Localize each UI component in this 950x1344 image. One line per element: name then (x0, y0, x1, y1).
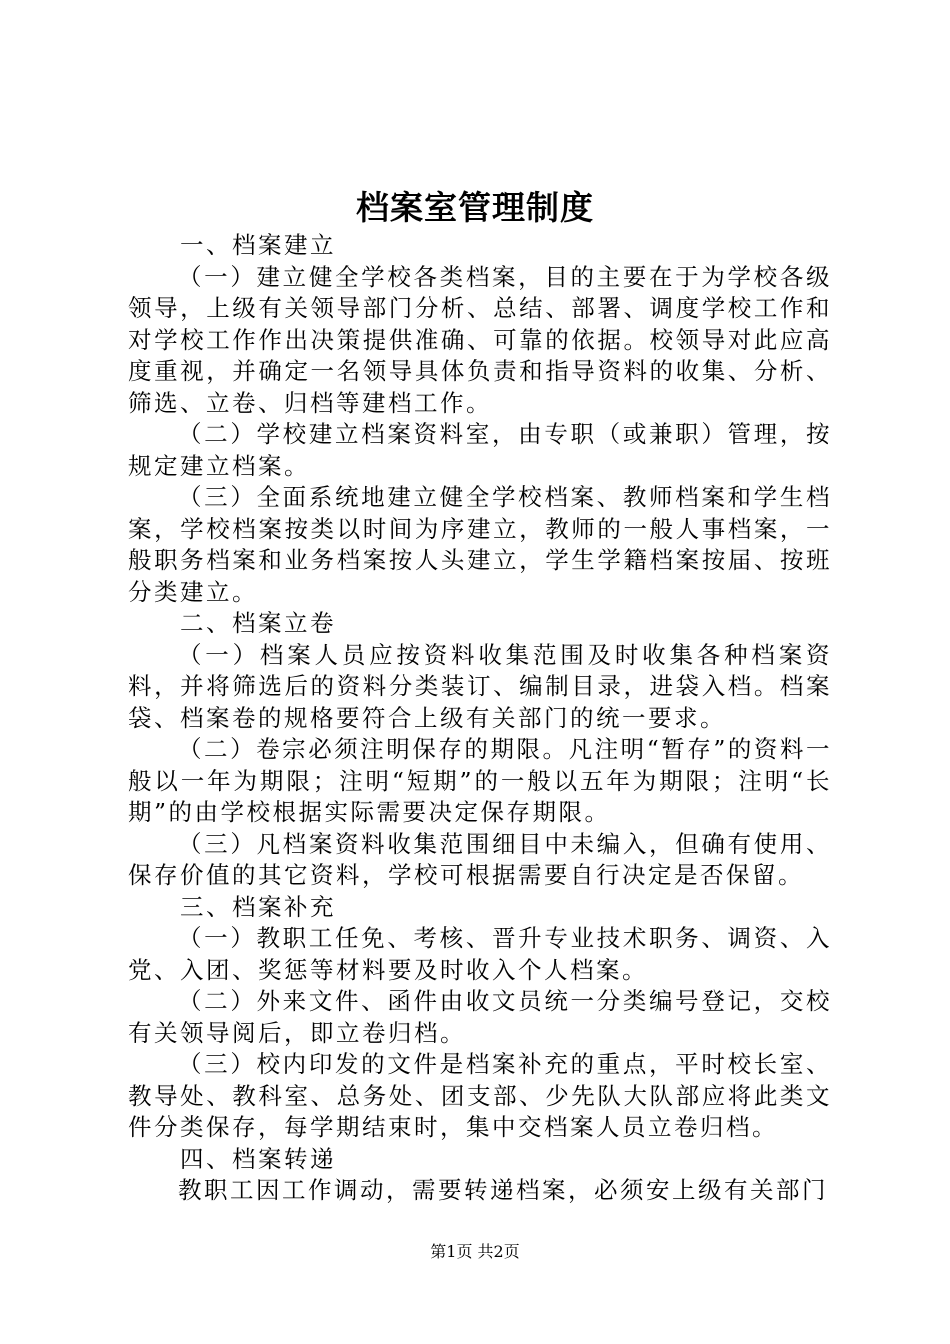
section-heading-4: 四、档案转递 (180, 1144, 336, 1173)
document-body (128, 230, 832, 1207)
paragraph: （三）全面系统地建立健全学校档案、教师档案和学生档案，学校档案按类以时间为序建立，教师的一般人事档案，一般职务档案和业务档案按人头建立，学生学籍档案按届、按班分类建立。 (128, 483, 832, 606)
paragraph: （三）校内印发的文件是档案补充的重点，平时校长室、教导处、教科室、总务处、团支部、少先队大队部应将此类文件分类保存，每学期结束时，集中交档案人员立卷归档。 (128, 1050, 832, 1141)
paragraph: （一）建立健全学校各类档案，目的主要在于为学校各级领导，上级有关领导部门分析、总结、部署、调度学校工作和对学校工作作出决策提供准确、可靠的依据。校领导对此应高度重视，并确定一名领导具体负责和指导资料的收集、分析、筛选、立卷、归档等建档工作。 (128, 262, 832, 417)
section-heading-1: 一、档案建立 (180, 231, 336, 259)
paragraph: （二）学校建立档案资料室，由专职（或兼职）管理，按规定建立档案。 (128, 420, 832, 480)
page-footer: 第1页 共2页 (430, 1242, 520, 1261)
paragraph: （一）教职工任免、考核、晋升专业技术职务、调资、入党、入团、奖惩等材料要及时收入个人档案。 (128, 924, 832, 984)
paragraph: （二）外来文件、函件由收文员统一分类编号登记，交校有关领导阅后，即立卷归档。 (128, 987, 832, 1047)
paragraph: 教职工因工作调动，需要转递档案，必须安上级有关部门 (178, 1176, 828, 1204)
paragraph: （二）卷宗必须注明保存的期限。凡注明“暂存”的资料一般以一年为期限；注明“短期”的一般以五年为期限；注明“长期”的由学校根据实际需要决定保存期限。 (128, 735, 832, 826)
paragraph: （一）档案人员应按资料收集范围及时收集各种档案资料，并将筛选后的资料分类装订、编制目录，进袋入档。档案袋、档案卷的规格要符合上级有关部门的统一要求。 (128, 640, 832, 732)
section-heading-2: 二、档案立卷 (180, 609, 336, 637)
paragraph: （三）凡档案资料收集范围细目中未编入，但确有使用、保存价值的其它资料，学校可根据需要自行决定是否保留。 (128, 829, 832, 889)
section-heading-3: 三、档案补充 (180, 892, 336, 921)
document-title: 档案室管理制度 (356, 188, 594, 227)
